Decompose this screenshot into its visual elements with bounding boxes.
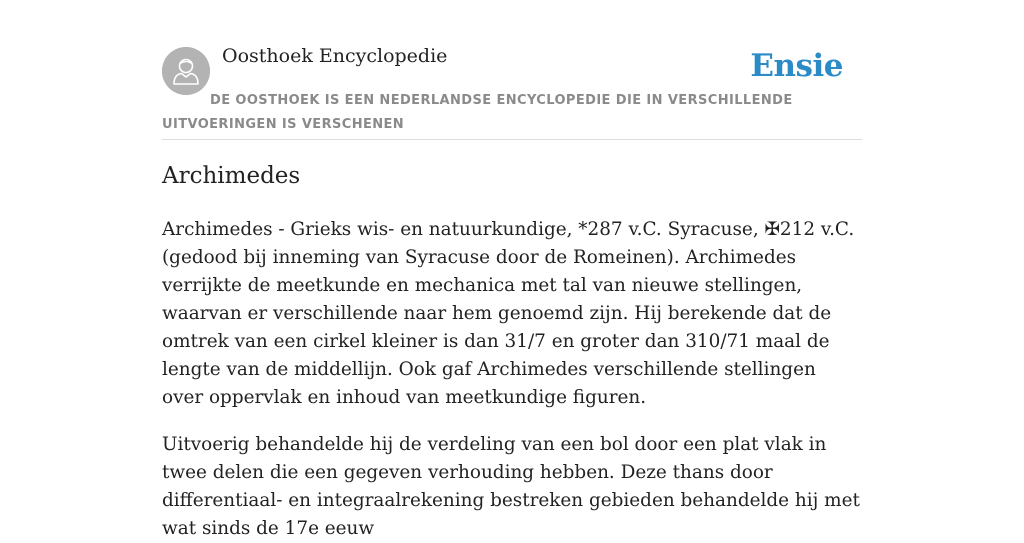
brand-logo[interactable]: Ensie xyxy=(750,48,843,84)
article-paragraph: Archimedes - Grieks wis- en natuurkundige, *287 v.C. Syracuse, ✠212 v.C. (gedood bij inneming van Syracuse door de Romeinen). Archimedes verrijkte de meetkunde en mechanica met tal van nieuwe stellingen, waarvan er verschillende naar hem genoemd zijn. Hij berekende dat de omtrek van een cirkel kleiner is dan 31/7 en groter dan 310/71 maal de lengte van de middellijn. Ook gaf Archimedes verschillende stellingen over oppervlak en inhoud van meetkundige figuren. xyxy=(162,219,855,408)
page-container xyxy=(162,0,862,539)
article-paragraph: Uitvoerig behandelde hij de verdeling van een bol door een plat vlak in twee delen die een gegeven verhouding hebben. Deze thans door differentiaal- en integraalrekening bestreken gebieden behandelde hij met wat sinds de 17e eeuw xyxy=(162,434,860,539)
site-title[interactable]: Oosthoek Encyclopedie xyxy=(222,45,448,67)
article-title: Archimedes xyxy=(162,163,301,189)
header xyxy=(162,0,862,140)
user-icon xyxy=(162,47,210,95)
avatar[interactable] xyxy=(162,47,210,95)
site-tagline: DE OOSTHOEK IS EEN NEDERLANDSE ENCYCLOPEDIE DIE IN VERSCHILLENDE UITVOERINGEN IS VERSCHENEN xyxy=(162,93,793,132)
